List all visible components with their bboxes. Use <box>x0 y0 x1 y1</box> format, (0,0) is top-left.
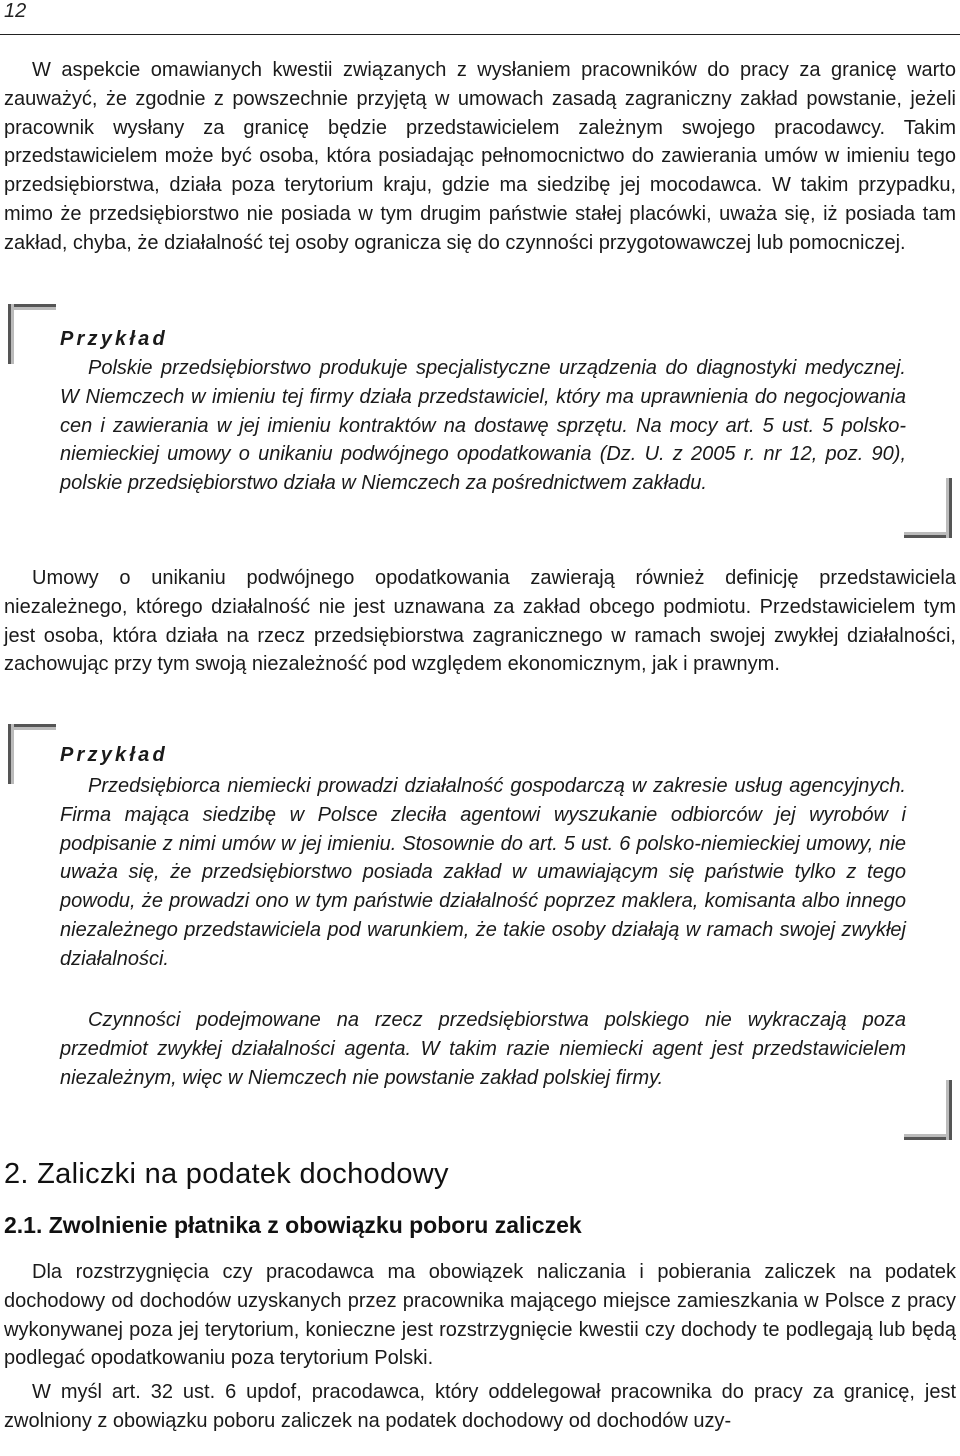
example1-corner-bottom-right <box>904 478 952 538</box>
example2-text-1: Przedsiębiorca niemiecki prowadzi działalność gospodarczą w zakresie usług agencyjnych. Firma mająca siedzibę w Polsce zleciła agentowi wyszukanie odbiorców jej wyrobów i podpisanie z nimi umów w jej imieniu. Stosownie do art. 5 ust. 6 polsko-niemieckiej umowy, nie uważa się, że przedsiębiorstwo posiada zakład w umawiającym się państwie tylko z tego powodu, że prowadzi ono w tym państwie działalność poprzez maklera, komisanta albo innego niezależnego przedstawiciela pod warunkiem, że takie osoby działają w ramach swojej zwykłej działalności. <box>60 775 906 970</box>
page-number: 12 <box>4 0 27 22</box>
example2-heading: Przykład <box>60 744 168 766</box>
middle-paragraph: Umowy o unikaniu podwójnego opodatkowania zawierają również definicję przedstawiciela niezależnego, którego działalność nie jest uznawana za zakład obcego podmiotu. Przedstawicielem tym jest osoba, która działa na rzecz przedsiębiorstwa zagranicznego w ramach swojej zwykłej działalności, zachowując przy tym swoją niezależność pod względem ekonomicznym, jak i prawnym. <box>4 567 956 676</box>
example2-corner-top-left <box>8 724 56 784</box>
example1-corner-top-left <box>8 304 56 364</box>
intro-paragraph: W aspekcie omawianych kwestii związanych z wysłaniem pracowników do pracy za granicę warto zauważyć, że zgodnie z powszechnie przyjętą w umowach zasadą zagraniczny zakład powstanie, jeżeli pracownik wysłany za granicę będzie przedstawicielem zależnym swojego pracodawcy. Takim przedstawicielem może być osoba, która posiadając pełnomocnictwo do zawierania umów w imieniu tego przedsiębiorstwa, działa poza terytorium kraju, gdzie ma siedzibę jej mocodawca. W takim przypadku, mimo że przedsiębiorstwo nie posiada w tym drugim państwie stałej placówki, uważa się, iż posiada tam zakład, chyba, że działalność tej osoby ogranicza się do czynności przygotowawczej lub pomocniczej. <box>4 59 956 254</box>
example2-corner-bottom-right <box>904 1080 952 1140</box>
header-rule <box>0 34 960 35</box>
section-title: 2. Zaliczki na podatek dochodowy <box>4 1158 449 1190</box>
example1-text: Polskie przedsiębiorstwo produkuje specjalistyczne urządzenia do diagnostyki medycznej. W Niemczech w imieniu tej firmy działa przedstawiciel, który ma uprawnienia do negocjowania cen i zawierania w jej imieniu kontraktów na dostawę sprzętu. Na mocy art. 5 ust. 5 polsko-niemieckiej umowy o unikaniu podwójnego opodatkowania (Dz. U. z 2005 r. nr 12, poz. 90), polskie przedsiębiorstwo działa w Niemczech za pośrednictwem zakładu. <box>60 357 906 495</box>
subsection-title: 2.1. Zwolnienie płatnika z obowiązku poboru zaliczek <box>4 1212 582 1238</box>
section-paragraph-2: W myśl art. 32 ust. 6 updof, pracodawca, który oddelegował pracownika do pracy za granicę, jest zwolniony z obowiązku poboru zaliczek na podatek dochodowy od dochodów uzy- <box>4 1381 956 1432</box>
example2-text-2: Czynności podejmowane na rzecz przedsiębiorstwa polskiego nie wykraczają poza przedmiot zwykłej działalności agenta. W takim razie niemiecki agent jest przedstawicielem niezależnym, więc w Niemczech nie powstanie zakład polskiej firmy. <box>60 1009 906 1089</box>
section-paragraph-1: Dla rozstrzygnięcia czy pracodawca ma obowiązek naliczania i pobierania zaliczek na podatek dochodowy od dochodów uzyskanych przez pracownika mającego miejsce zamieszkania w Polsce z pracy wykonywanej poza jej terytorium, konieczne jest rozstrzygnięcie kwestii czy dochody te podlegają lub będą podlegać opodatkowaniu poza terytorium Polski. <box>4 1261 956 1370</box>
example1-heading: Przykład <box>60 328 168 350</box>
